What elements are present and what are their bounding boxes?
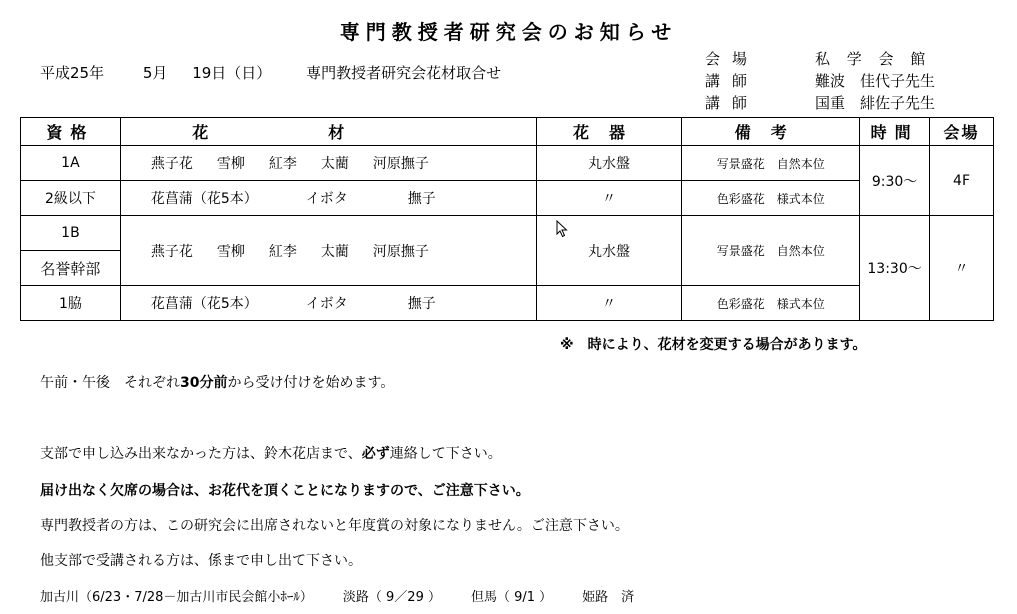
flower: 撫子 [407, 296, 436, 312]
venue-cell: 4F [930, 146, 994, 216]
info-label: 会場 [705, 50, 760, 68]
table-header-row [21, 118, 994, 146]
text: 連絡して下さい。 [389, 446, 502, 462]
mouse-pointer-icon [556, 220, 568, 238]
note-cell: 色彩盛花 様式本位 [682, 181, 860, 216]
header-qualification: 資格 [21, 118, 121, 146]
branch-item: 姫路 済 [582, 590, 635, 605]
flower: 雪柳 [216, 156, 245, 172]
table-row [21, 181, 994, 216]
reception-note [40, 372, 394, 392]
flowers-cell [120, 286, 536, 321]
event-info [705, 48, 935, 114]
event-name: 専門教授者研究会花材取合せ [306, 64, 502, 82]
date-line [40, 62, 501, 83]
flower: 撫子 [407, 191, 436, 207]
venue-cell: 〃 [930, 216, 994, 321]
vessel-cell: 〃 [536, 181, 682, 216]
flower: 河原撫子 [372, 156, 429, 172]
branch-item: 淡路（ 9／29 ） [342, 590, 441, 605]
vessel-cell: 丸水盤 [536, 146, 682, 181]
flower: 河原撫子 [372, 243, 429, 260]
text-bold: 必ず [361, 446, 390, 462]
qualification-cell: 1B [21, 216, 121, 251]
table-row [21, 286, 994, 321]
info-value: 私 学 会 館 [815, 50, 932, 68]
text-bold: 30分前 [180, 375, 228, 391]
header-time: 時間 [860, 118, 930, 146]
branch-item: 加古川（6/23・7/28－加古川市民会館小ﾎｰﾙ） [40, 590, 313, 605]
header-vessel: 花器 [536, 118, 682, 146]
info-value: 難波 佳代子先生 [815, 72, 936, 90]
qualification-cell: 1A [21, 146, 121, 181]
note-cell: 写景盛花 自然本位 [682, 146, 860, 181]
vessel-cell: 丸水盤 [536, 216, 682, 286]
info-value: 国重 緋佐子先生 [815, 94, 936, 112]
note-cell: 写景盛花 自然本位 [682, 216, 860, 286]
flower: 花菖蒲（花5本） [150, 191, 258, 207]
schedule-table [20, 117, 994, 321]
flower: 雪柳 [216, 243, 245, 260]
flower: 花菖蒲（花5本） [150, 296, 258, 312]
flower: イボタ [305, 296, 348, 312]
text: 支部で申し込み出来なかった方は、鈴木花店まで、 [40, 446, 362, 462]
flower: イボタ [305, 191, 348, 207]
vessel-cell: 〃 [536, 286, 682, 321]
flower: 燕子花 [150, 156, 193, 172]
flower: 紅李 [268, 243, 297, 260]
branch-item: 但馬（ 9/1 ） [470, 590, 553, 605]
flower: 燕子花 [150, 243, 193, 260]
info-lecturer-2 [705, 92, 935, 114]
qualification-cell: 2級以下 [21, 181, 121, 216]
change-remark: ※ 時により、花材を変更する場合があります。 [560, 337, 867, 353]
flower: 太藺 [320, 243, 349, 260]
time-cell: 9:30～ [860, 146, 930, 216]
info-lecturer-1 [705, 70, 935, 92]
flower: 太藺 [320, 156, 349, 172]
award-note: 専門教授者の方は、この研究会に出席されないと年度賞の対象になりません。ご注意下さい。 [40, 518, 629, 534]
info-venue [705, 48, 935, 70]
page-title: 専門教授者研究会のお知らせ [339, 20, 678, 44]
table-row [21, 146, 994, 181]
flowers-cell [120, 216, 536, 286]
text: から受け付けを始めます。 [227, 375, 395, 391]
table-row [21, 216, 994, 251]
flower: 紅李 [268, 156, 297, 172]
date-day: 19日（日） [192, 64, 272, 82]
qualification-cell: 名誉幹部 [21, 251, 121, 286]
date-year: 平成25年 [40, 64, 105, 82]
info-label: 講師 [705, 72, 760, 90]
time-cell: 13:30～ [860, 216, 930, 321]
note-cell: 色彩盛花 様式本位 [682, 286, 860, 321]
header-notes: 備考 [682, 118, 860, 146]
flowers-cell [120, 181, 536, 216]
header-venue: 会場 [930, 118, 994, 146]
header-flowers: 花材 [120, 118, 536, 146]
flowers-cell [120, 146, 536, 181]
other-branch-note: 他支部で受講される方は、係まで申し出て下さい。 [40, 553, 362, 569]
date-month: 5月 [142, 64, 168, 82]
qualification-cell: 1脇 [21, 286, 121, 321]
branch-schedule [40, 586, 664, 605]
text: 午前・午後 それぞれ [40, 375, 180, 391]
absence-note: 届け出なく欠席の場合は、お花代を頂くことになりますので、ご注意下さい。 [40, 483, 530, 499]
info-label: 講師 [705, 94, 760, 112]
contact-note [40, 443, 502, 463]
